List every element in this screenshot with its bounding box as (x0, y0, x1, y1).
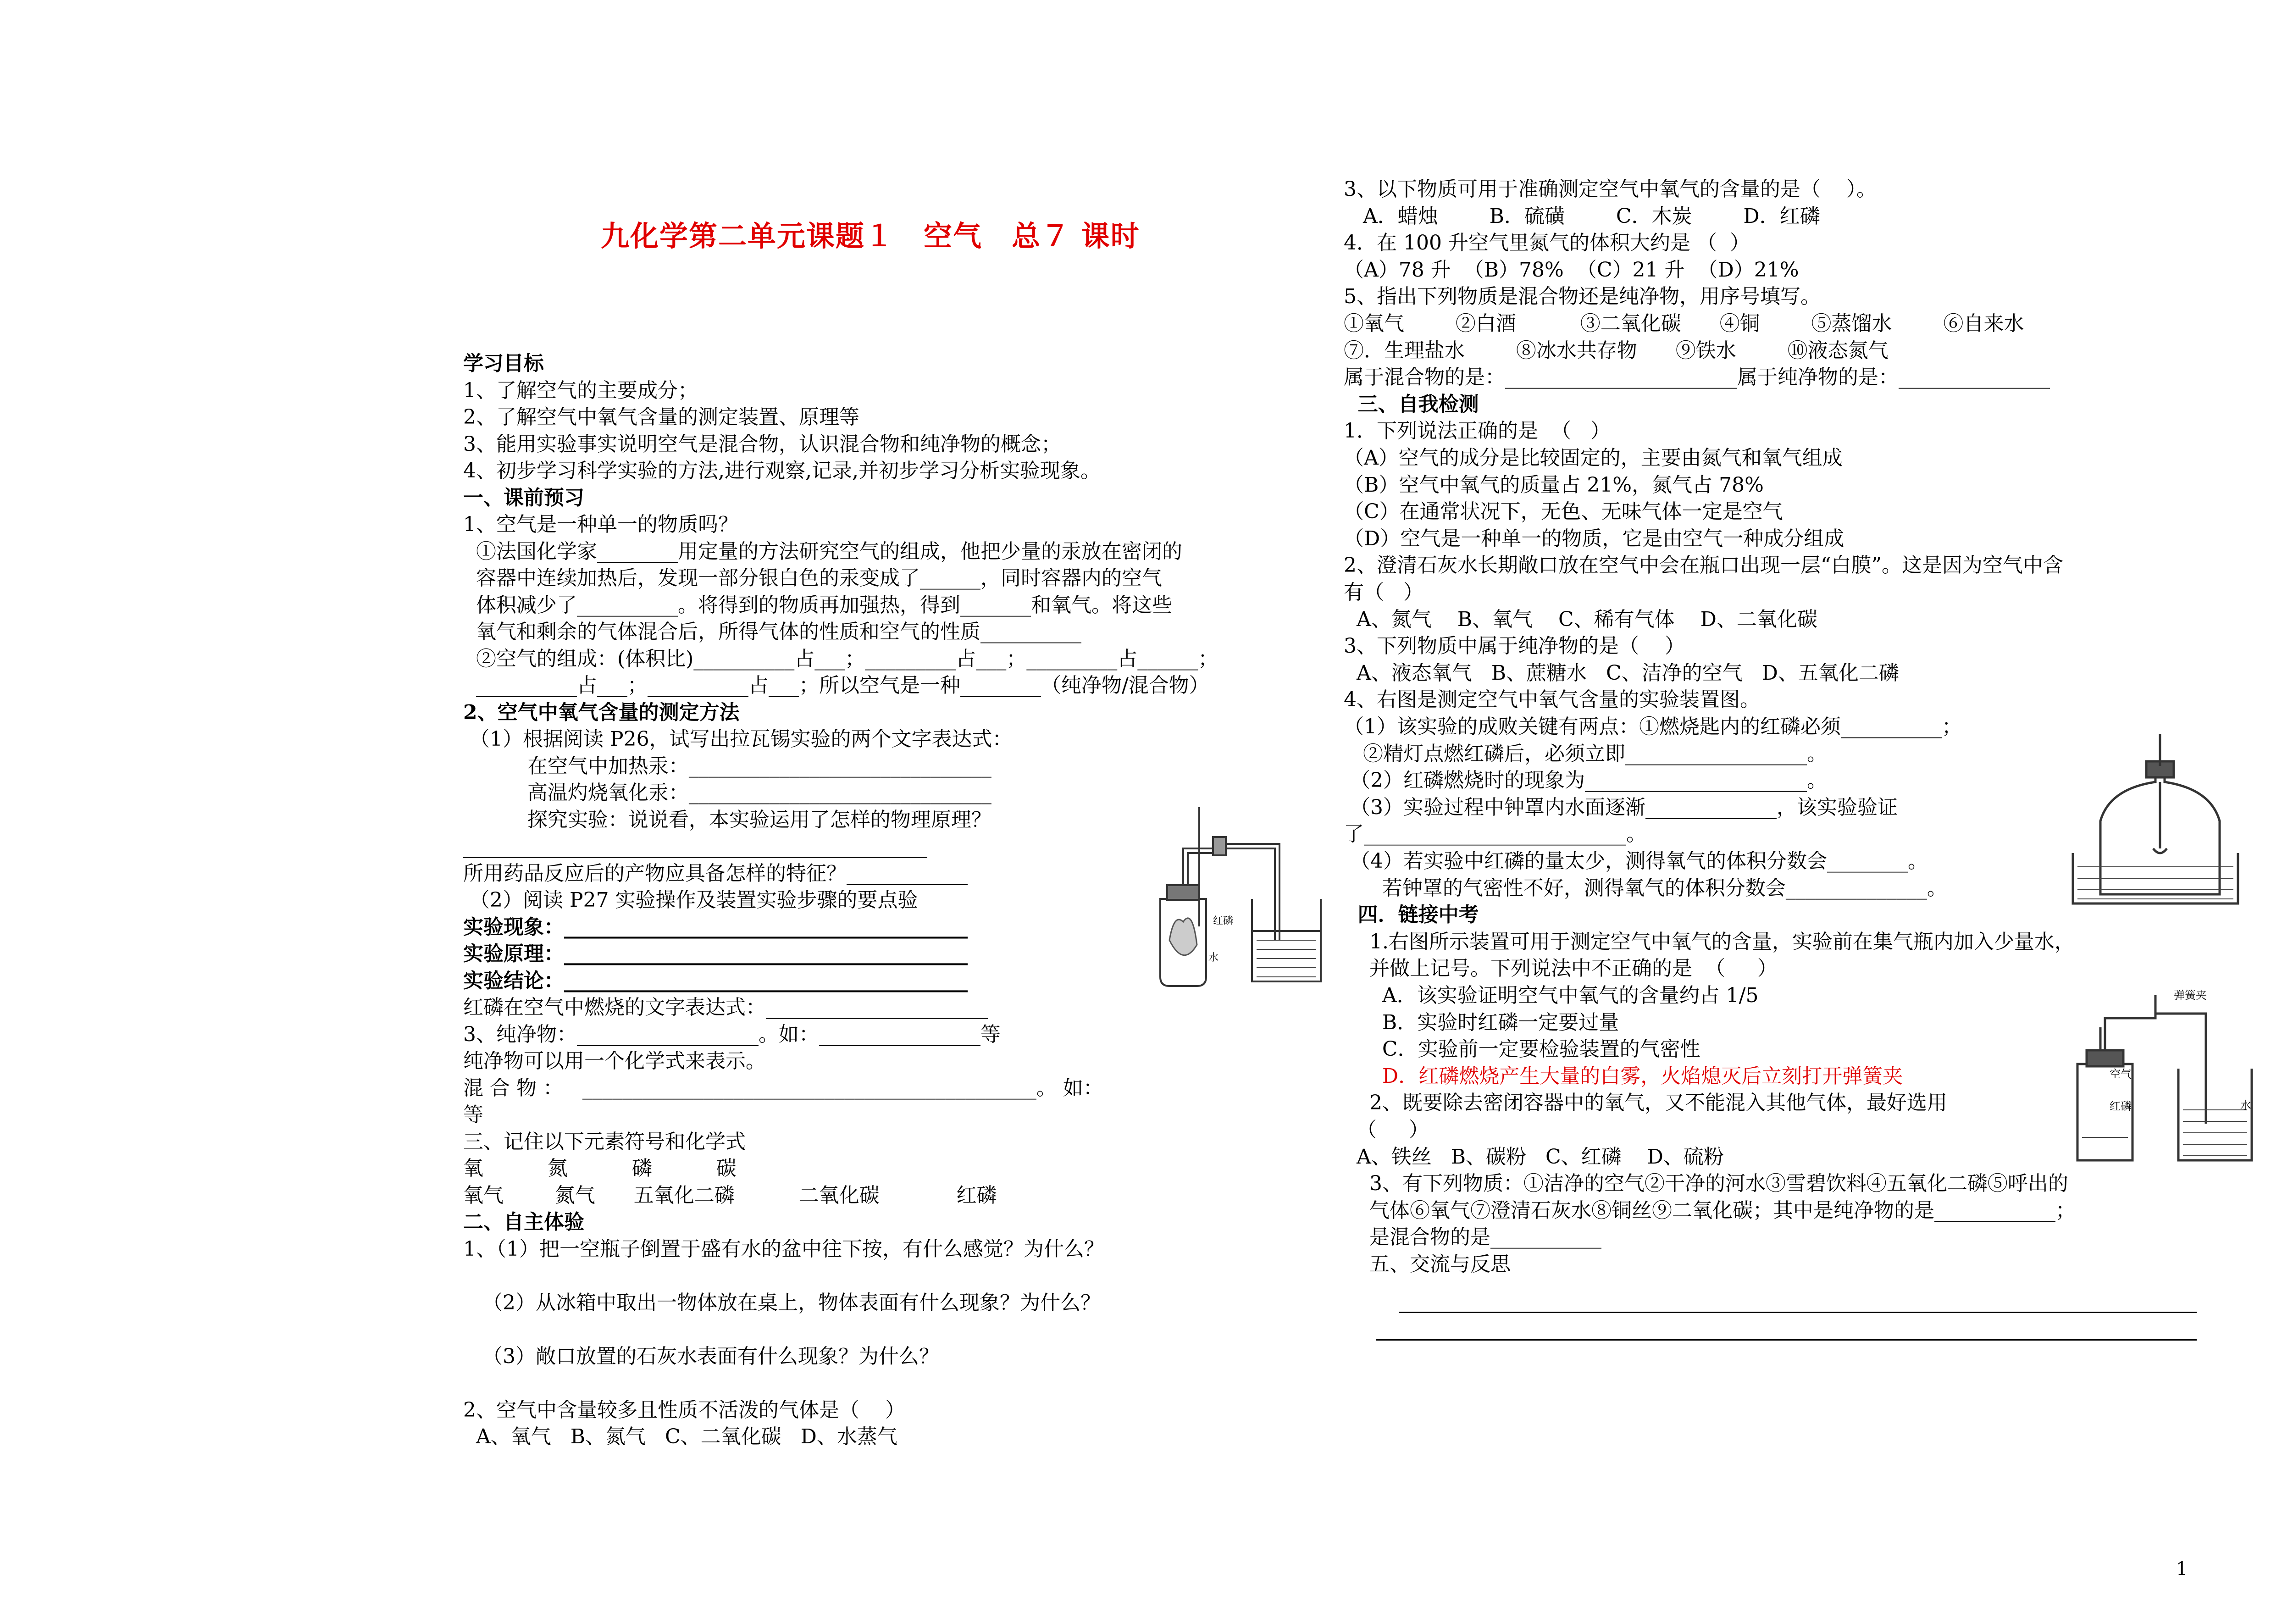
right-text-line: （A）78 升 （B）78% （C）21 升 （D）21% (1344, 258, 1799, 282)
left-text-line: 实验结论：________________________________________ (463, 969, 968, 992)
left-text-line: 等 (463, 1103, 483, 1126)
left-text-line: 学习目标 (463, 352, 544, 375)
right-text-line: 3、以下物质可用于准确测定空气中氧气的含量的是（ ）。 (1344, 177, 1877, 201)
left-text-line: 3、纯净物：__________________。如：________________等 (463, 1022, 1001, 1046)
label-red-phosphorus: 红磷 (1213, 915, 1234, 927)
right-text-line: A、铁丝 B、碳粉 C、红磷 D、硫粉 (1344, 1145, 1724, 1169)
label-water-2: 水 (2240, 1099, 2251, 1112)
left-text-line: 一、课前预习 (463, 486, 584, 510)
right-text-line: 1.右图所示装置可用于测定空气中氧气的含量，实验前在集气瓶内加入少量水， (1344, 930, 2075, 953)
right-text-line: 5、指出下列物质是混合物还是纯净物，用序号填写。 (1344, 285, 1821, 309)
left-text-line: 2、了解空气中氧气含量的测定装置、原理等 (463, 405, 859, 429)
experiment-apparatus-figure (1142, 793, 1335, 991)
left-text-line: 二、自主体验 (463, 1210, 584, 1234)
right-text-line: （2）红磷燃烧时的现象为______________________。 (1344, 769, 1827, 793)
right-text-line: （ ） (1344, 1118, 1429, 1142)
left-text-line: 1、（1）把一空瓶子倒置于盛有水的盆中往下按，有什么感觉？为什么？ (463, 1237, 1104, 1261)
right-text-line: A．该实验证明空气中氧气的含量约占 1/5 (1344, 984, 1759, 1007)
right-text-line: 有（ ） (1344, 581, 1423, 604)
right-text-line: 4．在 100 升空气里氮气的体积大约是 （ ） (1344, 231, 1750, 255)
right-text-line: 是混合物的是___________ (1344, 1225, 1601, 1249)
label-red-phosphorus-2: 红磷 (2110, 1100, 2132, 1113)
right-text-line: D．红磷燃烧产生大量的白雾，火焰熄灭后立刻打开弹簧夹 (1344, 1064, 1903, 1088)
left-text-line: 实验原理：________________________________________ (463, 942, 968, 965)
right-text-line: 3、有下列物质：①洁净的空气②干净的河水③雪碧饮料④五氧化二磷⑤呼出的 (1344, 1172, 2068, 1196)
left-text-line: 实验现象：________________________________________ (463, 915, 968, 939)
right-text-line: 2、既要除去密闭容器中的氧气，又不能混入其他气体，最好选用 (1344, 1091, 1947, 1115)
right-text-line: 属于混合物的是：_______________________属于纯净物的是：_______________ (1344, 366, 2050, 389)
left-text-line: 纯净物可以用一个化学式来表示。 (463, 1049, 766, 1073)
right-text-line: 若钟罩的气密性不好，测得氧气的体积分数会______________。 (1344, 876, 1947, 900)
right-text-line: 1．下列说法正确的是 （ ） (1344, 419, 1611, 443)
right-text-line: ⑦．生理盐水 ⑧冰水共存物 ⑨铁水 ⑩液态氮气 (1344, 338, 1889, 362)
reflection-line-2 (1376, 1339, 2197, 1341)
right-text-line: 4、右图是测定空气中氧气含量的实验装置图。 (1344, 688, 1760, 712)
right-text-line: A、液态氧气 B、蔗糖水 C、洁净的空气 D、五氧化二磷 (1344, 661, 1899, 685)
left-text-line: 氧 氮 磷 碳 (463, 1157, 737, 1180)
right-text-line: ②精灯点燃红磷后，必须立即__________________。 (1344, 742, 1827, 765)
page-title: 九化学第二单元课题１ 空气 总７ 课时 (601, 219, 1140, 253)
right-text-line: C．实验前一定要检验装置的气密性 (1344, 1037, 1700, 1061)
left-text-line: ①法国化学家________用定量的方法研究空气的组成，他把少量的汞放在密闭的 (463, 539, 1182, 563)
left-text-line: 氧气 氮气 五氧化二磷 二氧化碳 红磷 (463, 1183, 997, 1207)
right-text-line: 气体⑥氧气⑦澄清石灰水⑧铜丝⑨二氧化碳；其中是纯净物的是____________； (1344, 1198, 2076, 1222)
left-text-line: 4、初步学习科学实验的方法,进行观察,记录,并初步学习分析实验现象。 (463, 459, 1101, 482)
right-text-line: 了__________________________。 (1344, 822, 1646, 846)
left-text-line: 探究实验：说说看，本实验运用了怎样的物理原理？ (463, 808, 991, 831)
left-text-line: （1）根据阅读 P26，试写出拉瓦锡实验的两个文字表达式： (463, 727, 1013, 751)
right-text-line: 3、下列物质中属于纯净物的是（ ） (1344, 634, 1685, 658)
left-text-line: 三、记住以下元素符号和化学式 (463, 1130, 746, 1153)
right-text-line: 五、交流与反思 (1344, 1253, 1511, 1276)
left-text-line: 高温灼烧氧化汞：______________________________ (463, 781, 991, 804)
left-text-line: 3、能用实验事实说明空气是混合物，认识混合物和纯净物的概念； (463, 432, 1061, 456)
left-text-line: 混 合 物 ： _____________________________________________。 如： (463, 1076, 1103, 1100)
left-text-line: ______________________________________________ (463, 835, 927, 858)
right-text-line: 四．链接中考 (1344, 903, 1479, 927)
left-text-line: 所用药品反应后的产物应具备怎样的特征？____________ (463, 861, 968, 885)
left-text-line: A、氧气 B、氮气 C、二氧化碳 D、水蒸气 (463, 1425, 897, 1448)
left-text-line: 在空气中加热汞：______________________________ (463, 754, 991, 778)
right-text-line: ①氧气 ②白酒 ③二氧化碳 ④铜 ⑤蒸馏水 ⑥自来水 (1344, 312, 2024, 335)
right-text-line: 并做上记号。下列说法中不正确的是 （ ） (1344, 957, 1778, 981)
label-air: 空气 (2110, 1068, 2132, 1081)
right-text-line: （4）若实验中红磷的量太少，测得氧气的体积分数会________。 (1344, 849, 1928, 873)
left-text-line: __________占___；__________占___；所以空气是一种________（纯净物/混合物） (463, 674, 1209, 697)
right-text-line: （1）该实验的成败关键有两点：①燃烧匙内的红磷必须__________； (1344, 715, 1962, 738)
right-text-line: A．蜡烛 B．硫磺 C．木炭 D．红磷 (1344, 204, 1820, 228)
right-text-line: （D）空气是一种单一的物质，它是由空气一种成分组成 (1344, 527, 1844, 550)
left-text-line: （2）阅读 P27 实验操作及装置实验步骤的要点验 (463, 888, 918, 912)
label-spring-clip: 弹簧夹 (2174, 989, 2207, 1002)
bell-jar-figure (2064, 715, 2247, 908)
reflection-line-1 (1399, 1312, 2197, 1313)
left-text-line: 容器中连续加热后，发现一部分银白色的汞变成了______，同时容器内的空气 (463, 566, 1162, 590)
right-text-line: （3）实验过程中钟罩内水面逐渐_____________，该实验验证 (1344, 795, 1898, 819)
right-text-line: B．实验时红磷一定要过量 (1344, 1010, 1619, 1034)
right-text-line: （A）空气的成分是比较固定的，主要由氮气和氧气组成 (1344, 446, 1843, 470)
right-text-line: 2、澄清石灰水长期敞口放在空气中会在瓶口出现一层“白膜”。这是因为空气中含 (1344, 554, 2063, 577)
spring-clip-apparatus-figure (2064, 986, 2256, 1174)
left-text-line: 1、空气是一种单一的物质吗？ (463, 513, 738, 536)
left-text-line: （2）从冰箱中取出一物体放在桌上，物体表面有什么现象？为什么？ (463, 1291, 1101, 1314)
left-text-line: 红磷在空气中燃烧的文字表达式：______________________ (463, 996, 988, 1019)
page-number: 1 (2176, 1558, 2188, 1580)
label-water: 水 (1208, 952, 1219, 964)
left-text-line: 体积减少了__________。将得到的物质再加强热，得到_______和氧气。将这些 (463, 593, 1172, 617)
left-text-line: （3）敞口放置的石灰水表面有什么现象？为什么？ (463, 1344, 939, 1368)
right-text-line: 三、自我检测 (1344, 392, 1479, 416)
right-text-line: （C）在通常状况下，无色、无味气体一定是空气 (1344, 500, 1783, 524)
left-text-line: 1、了解空气的主要成分； (463, 378, 698, 402)
left-text-line: ②空气的组成：(体积比)__________占___；_________占___；_________占______； (463, 647, 1219, 671)
right-text-line: （B）空气中氧气的质量占 21%，氮气占 78% (1344, 473, 1764, 497)
left-text-line: 2、空气中含量较多且性质不活泼的气体是（ ） (463, 1398, 905, 1422)
left-text-line: 2、空气中氧气含量的测定方法 (463, 700, 740, 724)
right-text-line: A、氮气 B、氧气 C、稀有气体 D、二氧化碳 (1344, 607, 1817, 631)
left-text-line: 氧气和剩余的气体混合后，所得气体的性质和空气的性质__________ (463, 620, 1081, 643)
